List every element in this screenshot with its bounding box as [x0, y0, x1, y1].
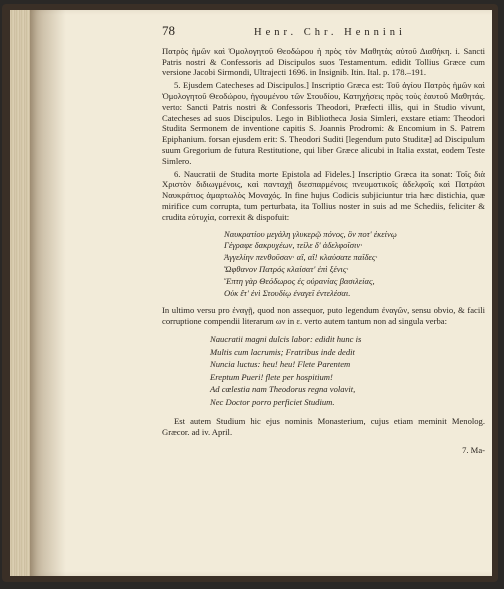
- paragraph-studium: Est autem Studium hic ejus nominis Monasterium, cujus etiam meminit Menolog. Græcor. ad iv. April.: [162, 416, 485, 438]
- book-page: [30, 10, 492, 576]
- latin-verse-line: Nuncia luctus: heu! heu! Flete Parentem: [210, 359, 351, 370]
- page-edges: [10, 10, 32, 576]
- greek-verses: [224, 229, 485, 300]
- latin-verse-line: Nec Doctor porro perficiet Studium.: [210, 396, 335, 407]
- running-head: Henr. Chr. Hennini: [254, 27, 406, 38]
- paragraph-1: Πατρὸς ἡμῶν καὶ Ὁμολογητοῦ Θεοδώρου ἡ πρὸς τὸν Μαθητὰς αὐτοῦ Διαθήκη. i. Sancti Patris nostri & Confessoris ad Discipulos suos Testamentum. edidit Tollius Græce cum versione Jacobi Sirmondi, Ultrajecti 1696. in Insignib. Itin. Ital. p. 178.–191.: [162, 45, 485, 78]
- paragraph-naucratius: 6. Naucratii de Studita morte Epistola ad Fideles.] Inscriptio Græca ita sonat: Τοῖς διὰ Χριστὸν διδιωγμένοις, καὶ πανταχῇ διεσπαρμένοις πνευματικοῖς ἀδελφοῖς καὶ Πατράσι Ναυκράτιος ἁμαρτωλὸς Μοναχός. In fine hujus Codicis subjiciuntur tria hæc distichia, quæ mirifice cum corrupta, tum perturbata, ita Tollius noster in suis ad me Schediis, feliciter & crudita εὐτυχία, correxit & dispofuit:: [162, 168, 485, 222]
- paragraph-catecheses: 5. Ejusdem Catecheses ad Discipulos.] Inscriptio Græca est: Τοῦ ἁγίου Πατρὸς ἡμῶν καὶ Ὁμολογητοῦ Θεοδώρου, ἡγουμένου τῶν Στουδίου, Κατηχήσεις πρὸς τοὺς ἑαυτοῦ Μαθητάς. verto: Sancti Patris nostri & Confessoris Theodori, Præfecti illis, qui in Studio vivunt, Catecheses ad suos Discipulos. Lego in Bibliotheca Josia Simleri, exstare etiam: Theodori Studita Sermonem de inventione capitis S. Joannis Prodromi: & Encomium in S. Patrem Epiphanium. forsan ejusdem erit: S. Theodori Suditi [legendum puto Studitæ] ad Discipulum suum Gregorium de futura Restitutione, qui liber Græce alicubi in Italia exstat, eodem Teste Simlero.: [162, 80, 485, 166]
- greek-verse-line: Ἔπτη γὰρ Θεόδωρος ἐς οὐρανίας βασιλείας,: [224, 275, 375, 286]
- catchword: 7. Ma-: [462, 445, 485, 456]
- latin-verse-line: Naucratii magni dulcis labor: edidit hunc is: [210, 333, 362, 344]
- greek-verse-line: Ὤφθανον Πατρός κλαίσατ' ἐπὶ ξένις·: [224, 263, 349, 274]
- page-gutter-shadow: [30, 10, 66, 576]
- page-content: [162, 23, 485, 456]
- latin-verses: [210, 333, 485, 409]
- greek-verse-line: Ναυκρατίου μεγάλη γλυκερῷ πόνος, ὃν ποτ' ἐκείνῳ: [224, 228, 397, 239]
- page-header: [162, 23, 485, 39]
- greek-verse-line: Ἀγγελίην πενθοῦσαν· αἲ, αἲ! κλαύσατε παῖδες·: [224, 252, 378, 263]
- paragraph-commentary: In ultimo versu pro ἐναγῇ, quod non assequor, puto legendum ἐναγῶν, sensu obvio, & facili corruptione compendii literarum ων in ε. verto autem tantum non ad singula verba:: [162, 305, 485, 327]
- latin-verse-line: Ad cœlestia nam Theodorus regna volavit,: [210, 384, 356, 395]
- greek-verse-line: Γέγραφε δακρυχέων, τείλε δ' ἀδελφοῖσιν·: [224, 240, 363, 251]
- greek-verse-line: Οὐκ ἔτ' ἐνὶ Στουδίῳ ἐναγεῖ ἐντελέσαι.: [224, 287, 351, 298]
- latin-verse-line: Ereptum Pueri! flete per hospitium!: [210, 371, 333, 382]
- page-number: 78: [162, 23, 175, 38]
- latin-verse-line: Multis cum lacrumis; Fratribus inde dedit: [210, 346, 355, 357]
